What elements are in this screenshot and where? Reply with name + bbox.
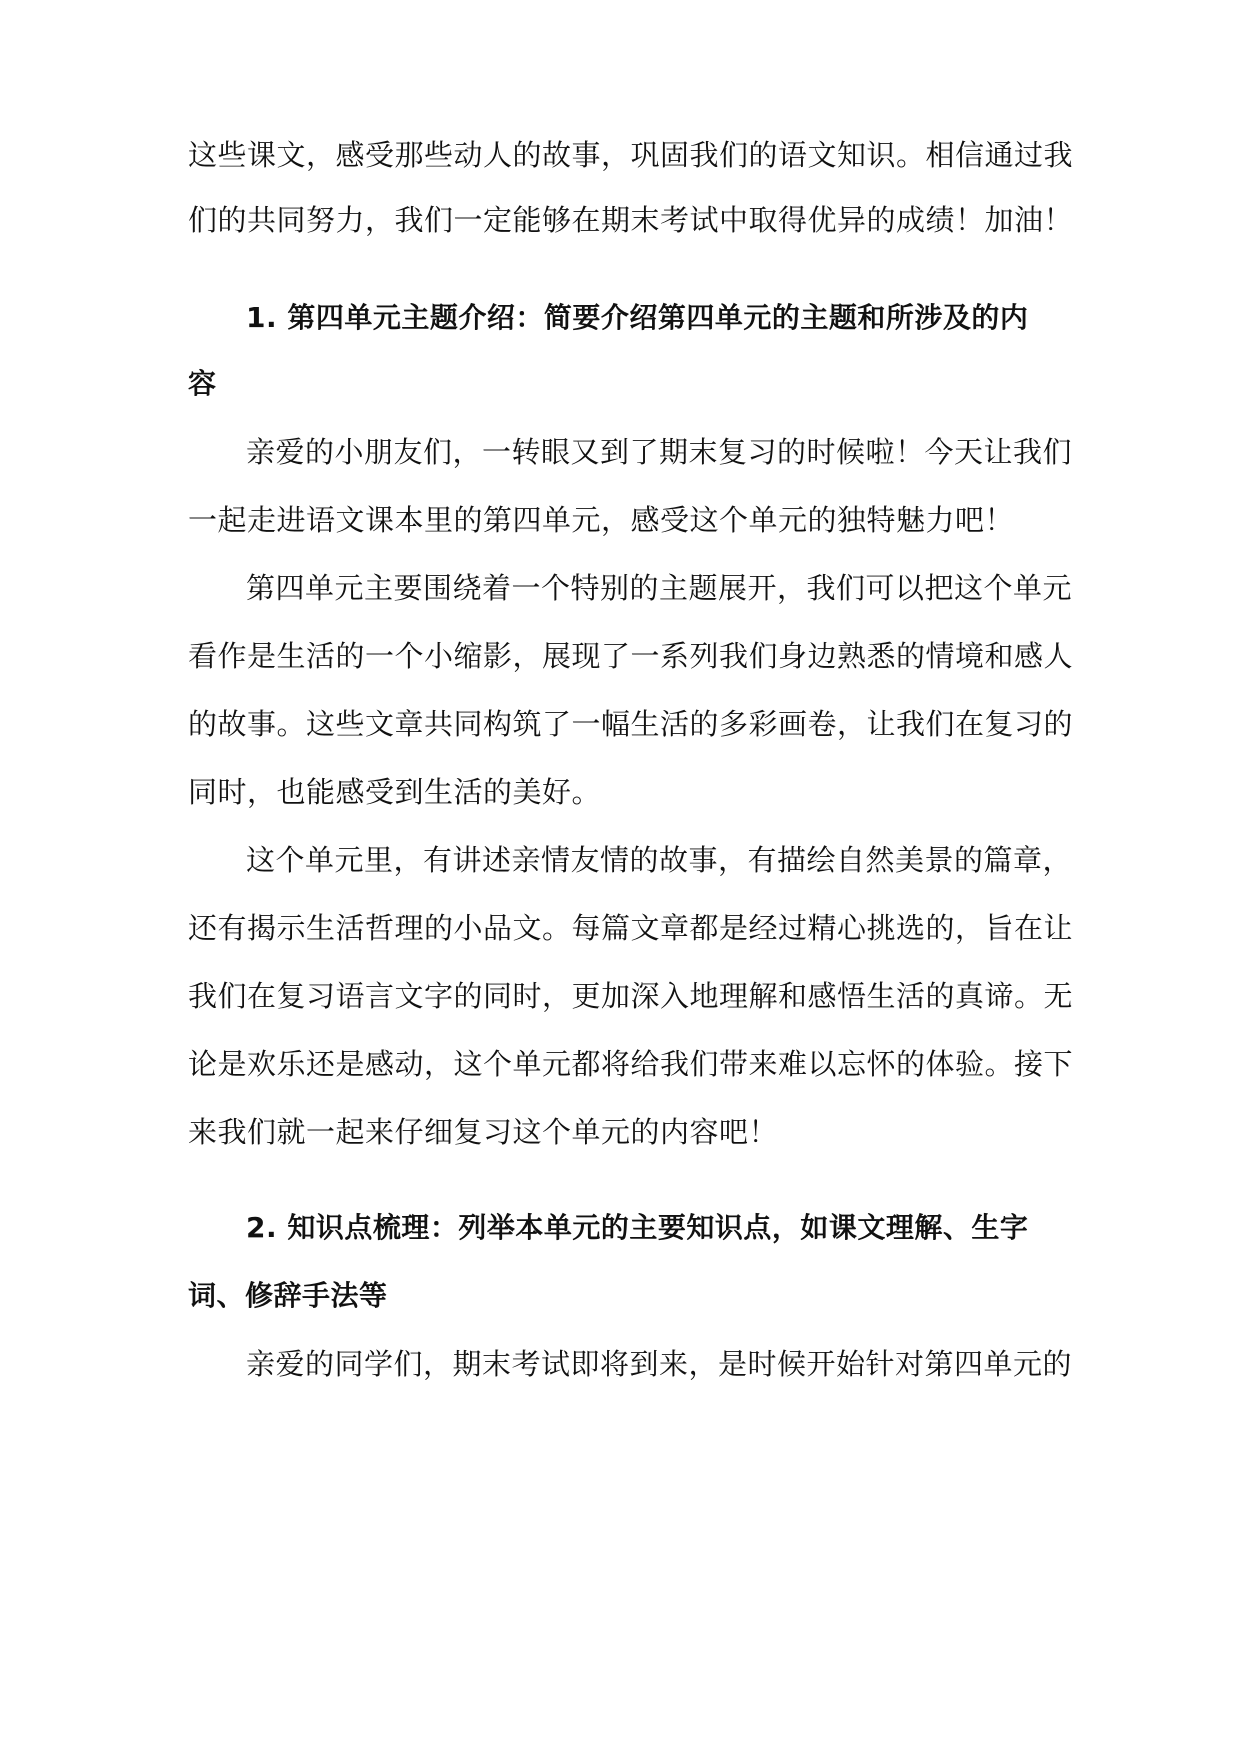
paragraph-line: 第四单元主要围绕着一个特别的主题展开，我们可以把这个单元 [246, 571, 1073, 605]
paragraph-line: 们的共同努力，我们一定能够在期末考试中取得优异的成绩！加油！ [188, 203, 1074, 237]
paragraph-line: 还有揭示生活哲理的小品文。每篇文章都是经过精心挑选的，旨在让 [188, 911, 1074, 945]
section-heading: 2. 知识点梳理：列举本单元的主要知识点，如课文理解、生字 [246, 1211, 1029, 1244]
paragraph-line: 的故事。这些文章共同构筑了一幅生活的多彩画卷，让我们在复习的 [188, 707, 1074, 741]
paragraph-line: 一起走进语文课本里的第四单元，感受这个单元的独特魅力吧！ [188, 503, 1015, 537]
paragraph-line: 来我们就一起来仔细复习这个单元的内容吧！ [188, 1115, 779, 1149]
paragraph-line: 这些课文，感受那些动人的故事，巩固我们的语文知识。相信通过我 [188, 138, 1074, 172]
paragraph-line: 亲爱的同学们，期末考试即将到来，是时候开始针对第四单元的 [246, 1347, 1073, 1381]
paragraph-line: 同时，也能感受到生活的美好。 [188, 775, 602, 809]
paragraph-line: 这个单元里，有讲述亲情友情的故事，有描绘自然美景的篇章， [246, 843, 1073, 877]
paragraph-line: 我们在复习语言文字的同时，更加深入地理解和感悟生活的真谛。无 [188, 979, 1074, 1013]
section-heading: 1. 第四单元主题介绍：简要介绍第四单元的主题和所涉及的内 [246, 301, 1029, 334]
paragraph-line: 看作是生活的一个小缩影，展现了一系列我们身边熟悉的情境和感人 [188, 639, 1074, 673]
paragraph-line: 亲爱的小朋友们，一转眼又到了期末复习的时候啦！今天让我们 [246, 435, 1073, 469]
section-heading: 容 [188, 367, 217, 400]
paragraph-line: 论是欢乐还是感动，这个单元都将给我们带来难以忘怀的体验。接下 [188, 1047, 1074, 1081]
section-heading: 词、修辞手法等 [188, 1279, 388, 1312]
